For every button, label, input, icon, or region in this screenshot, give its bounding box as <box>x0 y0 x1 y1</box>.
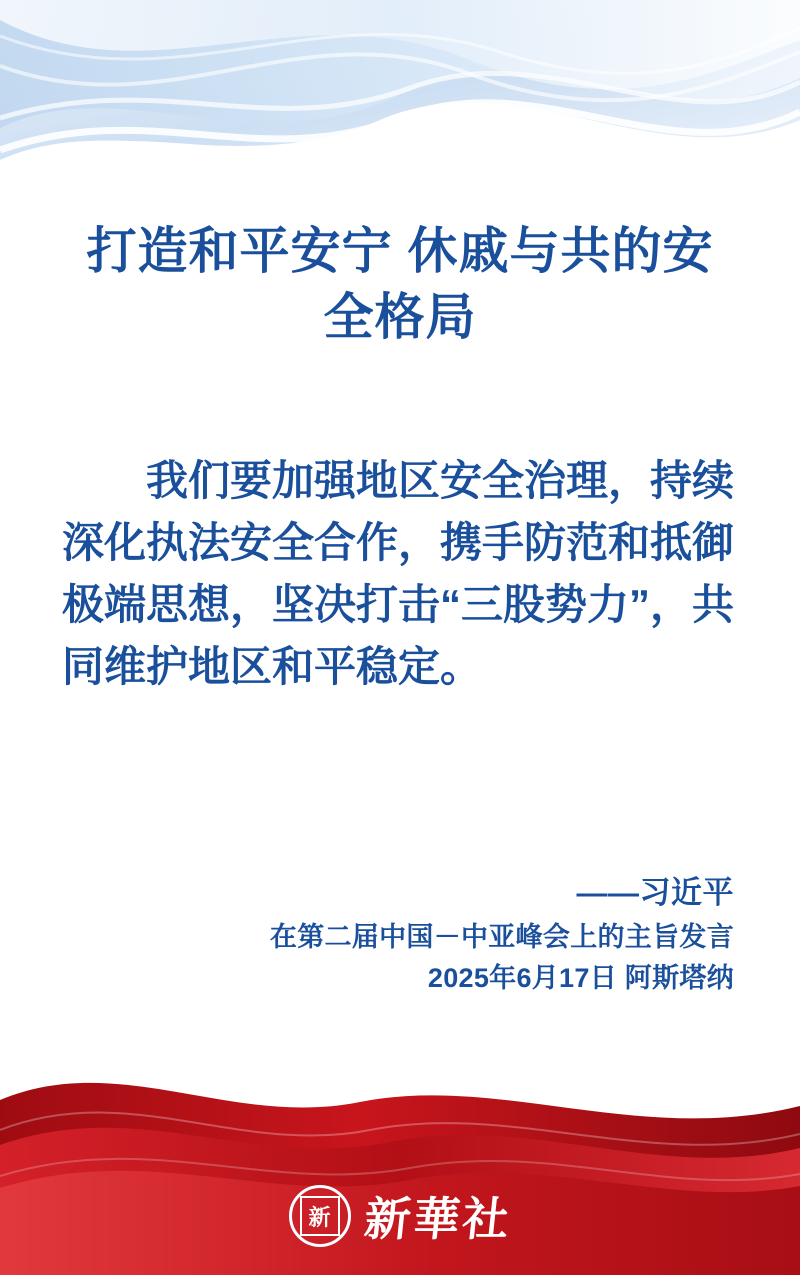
xinhua-emblem-icon <box>289 1185 351 1247</box>
xinhua-logo-text: 新華社 <box>361 1194 514 1245</box>
attribution-author: ——习近平 <box>576 875 734 910</box>
attribution-occasion: 在第二届中国－中亚峰会上的主旨发言 <box>269 921 734 952</box>
quote-body: 我们要加强地区安全治理，持续深化执法安全合作，携手防范和抵御极端思想，坚决打击“三股势力”，共同维护地区和平稳定。 <box>62 457 735 691</box>
xinhua-logo <box>0 1183 800 1249</box>
attribution <box>134 870 734 1000</box>
xinhua-emblem-label: 新 <box>300 1196 340 1236</box>
page-title: 打造和平安宁 休戚与共的安全格局 <box>86 223 714 345</box>
attribution-datetime: 2025年6月17日 阿斯塔纳 <box>427 963 734 994</box>
